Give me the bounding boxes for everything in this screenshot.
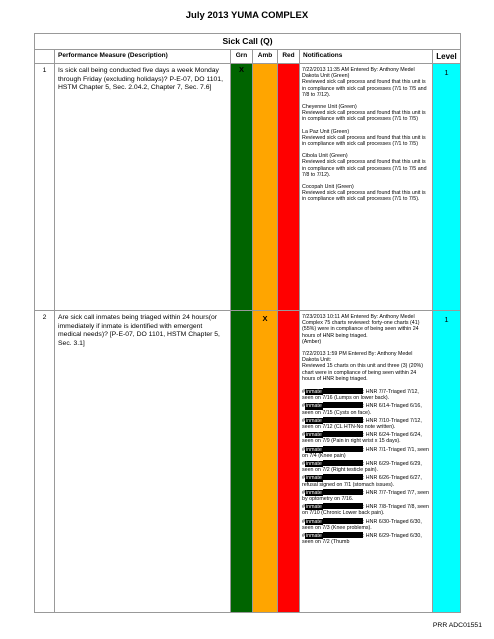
sick-call-table bbox=[34, 33, 461, 613]
redaction-label: inmate bbox=[305, 518, 322, 525]
inmate-note-line bbox=[302, 446, 430, 459]
measure-description: Are sick call inmates being triaged within 24 hours(or immediately if inmate is identified with emergent medical needs)? [P-E-07, DO 1101, HSTM Chapter 5, Sec. 3.1] bbox=[55, 311, 231, 613]
redaction-block bbox=[323, 388, 363, 394]
notifications-cell bbox=[300, 64, 433, 311]
grn-mark: X bbox=[231, 64, 253, 311]
inmate-note-line bbox=[302, 417, 430, 430]
section-title: Sick Call (Q) bbox=[35, 34, 461, 50]
level-value: 1 bbox=[433, 64, 461, 311]
inmate-note-line bbox=[302, 402, 430, 415]
redaction-label: inmate bbox=[305, 403, 322, 410]
measure-column-header: Performance Measure (Description) bbox=[55, 50, 231, 64]
inmate-prefix: # bbox=[302, 504, 305, 511]
amb-cell bbox=[253, 64, 278, 311]
inmate-prefix: # bbox=[302, 518, 305, 525]
column-header-row bbox=[35, 50, 461, 64]
inmate-note-line bbox=[302, 532, 430, 545]
inmate-note-line bbox=[302, 503, 430, 516]
notification-paragraph: La Paz Unit (Green) Reviewed sick call process and found that this unit is in compliance with sick call processes (7/1 to 7/5) bbox=[302, 128, 426, 148]
amb-mark: X bbox=[253, 311, 278, 613]
redaction-label: inmate bbox=[305, 475, 322, 482]
redaction-label: inmate bbox=[305, 389, 322, 396]
redaction-block bbox=[323, 402, 363, 408]
inmate-prefix: # bbox=[302, 489, 305, 496]
level-value: 1 bbox=[433, 311, 461, 613]
inmate-note-text: : HNR 6/26-Triaged 6/27, refusal signed on 7/1 (stomach issues). bbox=[302, 475, 422, 488]
redaction-block bbox=[323, 474, 363, 480]
table-row bbox=[35, 64, 461, 311]
notifications-cell bbox=[300, 311, 433, 613]
redaction-label: inmate bbox=[305, 533, 322, 540]
section-header-row bbox=[35, 34, 461, 50]
notification-paragraph: 7/23/2013 10:11 AM Entered By: Anthony Medel Complex 75 charts reviewed: forty-one charts (41) (55%) were in compliance of being seen within 24 hours of HNR being triaged. (Amber) bbox=[302, 314, 420, 345]
inmate-prefix: # bbox=[302, 475, 305, 482]
inmate-note-text: : HNR 7/7-Triaged 7/7, seen by optometry on 7/16. bbox=[302, 489, 429, 503]
inmate-note-line bbox=[302, 388, 430, 401]
redaction-label: inmate bbox=[305, 417, 322, 424]
redaction-label: inmate bbox=[305, 504, 322, 511]
notification-paragraph: 7/22/2013 1:59 PM Entered By: Anthony Medel Dakota Unit: Reviewed 15 charts on this unit and three (3) (20%) chart were in compliance of being seen within 24 hours of HNR being triaged. bbox=[302, 351, 424, 382]
inmate-note-line bbox=[302, 431, 430, 444]
inmate-notes bbox=[302, 388, 430, 545]
inmate-note-text: : HNR 6/14-Triaged 6/16, seen on 7/15 (Cysts on face). bbox=[302, 403, 422, 416]
notifications-column-header: Notifications bbox=[300, 50, 433, 64]
redaction-block bbox=[323, 503, 363, 509]
inmate-prefix: # bbox=[302, 461, 305, 468]
row-number: 1 bbox=[35, 64, 55, 311]
inmate-prefix: # bbox=[302, 403, 305, 410]
inmate-note-text: : HNR 6/29-Triaged 6/30, seen on 7/2 (Thumb bbox=[302, 533, 422, 546]
inmate-note-line bbox=[302, 489, 430, 502]
redaction-block bbox=[323, 446, 363, 452]
inmate-note-text: : HNR 6/29-Triaged 6/29, seen on 7/2 (Right testicle pain). bbox=[302, 461, 422, 474]
number-column-header bbox=[35, 50, 55, 64]
inmate-note-text: : HNR 7/1-Triaged 7/1, seen on 7/4 (Knee pain) bbox=[302, 446, 429, 459]
inmate-prefix: # bbox=[302, 389, 305, 396]
inmate-prefix: # bbox=[302, 432, 305, 439]
redaction-block bbox=[323, 431, 363, 437]
notification-paragraph: Cheyenne Unit (Green) Reviewed sick call process and found that this unit is in compliance with sick call processes (7/1 to 7/5) bbox=[302, 104, 426, 123]
inmate-note-text: : HNR 7/8-Triaged 7/8, seen on 7/10 (Chronic Lower back pain). bbox=[302, 504, 429, 517]
inmate-prefix: # bbox=[302, 446, 305, 453]
page-reference: PRR ADC01551 bbox=[432, 622, 482, 629]
table-row bbox=[35, 311, 461, 613]
red-cell bbox=[278, 311, 300, 613]
grn-cell bbox=[231, 311, 253, 613]
red-cell bbox=[278, 64, 300, 311]
notification-paragraph: 7/22/2013 11:35 AM Entered By: Anthony Medel Dakota Unit (Green) Reviewed sick call process and found that this unit is in compliance with sick call processes (7/1 to 7/5 and 7/8 to 7/12). bbox=[302, 67, 427, 98]
document-title: July 2013 YUMA COMPLEX bbox=[185, 10, 309, 21]
amb-column-header: Amb bbox=[253, 50, 278, 64]
inmate-note-line bbox=[302, 460, 430, 473]
level-column-header: Level bbox=[433, 50, 461, 64]
row-number: 2 bbox=[35, 311, 55, 613]
inmate-prefix: # bbox=[302, 417, 305, 424]
measure-description: Is sick call being conducted five days a week Monday through Friday (excluding holidays)? P-E-07, DO 1101, HSTM Chapter 5, Sec. 2.04.2, Chapter 7, Sec. 7.6] bbox=[55, 64, 231, 311]
redaction-block bbox=[323, 460, 363, 466]
notification-paragraph: Cibola Unit (Green) Reviewed sick call process and found that this unit is in compliance with sick call processes (7/1 to 7/5 and 7/8 to 7/12). bbox=[302, 153, 427, 178]
redaction-label: inmate bbox=[305, 489, 322, 496]
inmate-note-text: : HNR 7/10-Triaged 7/12, seen on 7/12 (CL HTN-No note written). bbox=[302, 417, 422, 431]
redaction-block bbox=[323, 417, 363, 423]
inmate-note-text: : HNR 6/24-Triaged 6/24, seen on 7/9 (Pain in right wrist x 15 days). bbox=[302, 432, 422, 445]
redaction-label: inmate bbox=[305, 461, 322, 468]
redaction-block bbox=[323, 518, 363, 524]
red-column-header: Red bbox=[278, 50, 300, 64]
inmate-note-line bbox=[302, 474, 430, 487]
inmate-note-line bbox=[302, 518, 430, 531]
redaction-label: inmate bbox=[305, 432, 322, 439]
notification-paragraph: Cocopah Unit (Green) Reviewed sick call process and found that this unit is in compliance with sick call processes (7/1 to 7/5). bbox=[302, 184, 426, 203]
grn-column-header: Grn bbox=[231, 50, 253, 64]
inmate-note-text: : HNR 6/30-Triaged 6/30, seen on 7/3 (Knee problems). bbox=[302, 518, 422, 531]
inmate-note-text: : HNR 7/7-Triaged 7/12, seen on 7/16 (Lumps on lower back). bbox=[302, 389, 419, 402]
redaction-block bbox=[323, 532, 363, 538]
inmate-prefix: # bbox=[302, 533, 305, 540]
redaction-block bbox=[323, 489, 363, 495]
redaction-label: inmate bbox=[305, 446, 322, 453]
